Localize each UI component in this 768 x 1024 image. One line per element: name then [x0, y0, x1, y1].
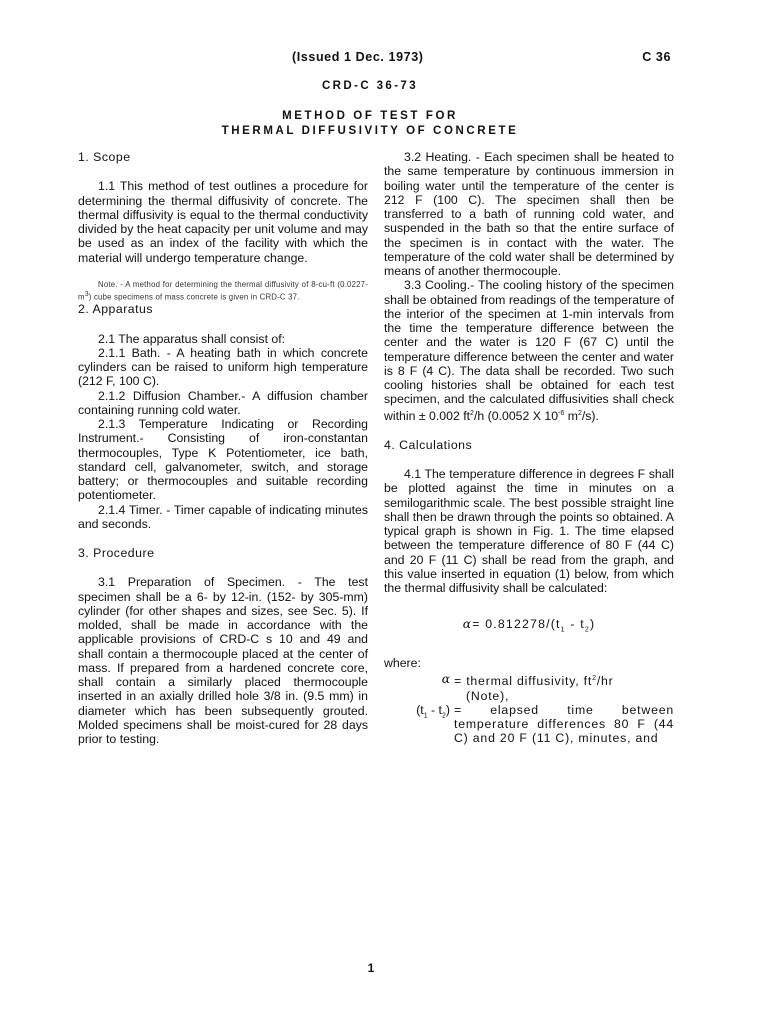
paragraph-2-1: 2.1 The apparatus shall consist of: — [98, 331, 286, 346]
definition-alpha — [384, 672, 674, 703]
definition-elapsed-time — [384, 703, 674, 746]
p3-3-text-c: m — [564, 408, 578, 423]
variable-definitions — [384, 656, 674, 746]
formula-body: = 0.812278/(t — [472, 617, 561, 632]
page-number: 1 — [367, 961, 375, 975]
diffusivity-equation — [384, 617, 674, 638]
formula-mid: - t — [565, 617, 585, 632]
paragraph-2-1-3: 2.1.3 Temperature Indicating or Recording Instrument.- Consisting of iron-constantan thermocouples, Type K Potentiometer, ice bath, standard cell, galvanometer, switch, and storage battery; or thermocouples and suitable recording potentiometer. — [78, 417, 368, 503]
where-label: where: — [384, 656, 421, 671]
formula-sub-2: 2 — [584, 626, 590, 634]
p3-3-text-b: /h (0.0052 X 10 — [473, 408, 559, 423]
def-time-sym-a: (t — [416, 702, 424, 717]
note-text-a: Note. - A method for determining the thermal diffusivity of 8-cu-ft (0.0227-m — [78, 279, 368, 302]
left-column — [78, 150, 368, 746]
p3-3-text-d: /s). — [581, 408, 599, 423]
paragraph-3-3 — [384, 278, 674, 423]
paragraph-1-1: 1.1 This method of test outlines a procedure for determining the thermal diffusivity of concrete. The thermal diffusivity is equal to the thermal conductivity divided by the heat capacity per unit volume and may be used as an index of the facility with which the material will undergo temperature change. — [78, 179, 368, 265]
paragraph-2-1-1: 2.1.1 Bath. - A heating bath in which concrete cylinders can be raised to uniform high temperature (212 F, 100 C). — [78, 345, 368, 389]
def-time-text: = elapsed time between temperature differences 80 F (44 C) and 20 F (11 C), minutes, and — [454, 702, 674, 746]
formula-sub-1: 1 — [560, 626, 566, 634]
note-text-b: ) cube specimens of mass concrete is given in CRD-C 37. — [88, 292, 300, 302]
note-sup: 3 — [84, 290, 89, 298]
paragraph-2-1-2: 2.1.2 Diffusion Chamber.- A diffusion chamber containing running cold water. — [78, 388, 368, 417]
issued-date: (Issued 1 Dec. 1973) — [292, 50, 424, 64]
def-time-sym-b: - t — [427, 702, 442, 717]
title-line-1: METHOD OF TEST FOR — [282, 110, 458, 122]
section-heading-procedure: 3. Procedure — [78, 546, 155, 561]
paragraph-4-1: 4.1 The temperature difference in degrees F shall be plotted against the time in minutes on a semilogarithmic scale. The best possible straight line shall then be drawn through the points so obtained. A typical graph is shown in Fig. 1. The time elapsed between the temperature difference of 80 F (44 C) and 20 F (11 C) shall be read from the graph, and this value inserted in equation (1) below, from which the thermal diffusivity shall be calculated: — [384, 467, 674, 596]
section-heading-scope: 1. Scope — [78, 150, 131, 164]
def-time-sub-1: 1 — [423, 712, 428, 720]
def-alpha-text-b: /hr — [596, 674, 614, 689]
right-column — [384, 150, 674, 746]
crd-designation: CRD-C 36-73 — [321, 80, 419, 92]
section-heading-apparatus: 2. Apparatus — [78, 302, 154, 317]
document-code: C 36 — [642, 50, 671, 64]
def-alpha-symbol: α — [441, 672, 450, 687]
p3-3-sup-3: 2 — [577, 409, 582, 417]
paragraph-2-1-4: 2.1.4 Timer. - Timer capable of indicating minutes and seconds. — [78, 502, 368, 531]
def-alpha-note: (Note), — [466, 688, 510, 703]
p3-3-text-a: 3.3 Cooling.- The cooling history of the specimen shall be obtained from readings of the temperature of the interior of the specimen at 1-min intervals from the time the temperature difference between the center and the water is 120 F (67 C) until the temperature difference between the center and water is 8 F (4 C). The data shall be recorded. Two such cooling histories shall be obtained for each test specimen, and the calculated diffusivities shall check within ± 0.002 ft — [384, 278, 674, 423]
paragraph-3-1: 3.1 Preparation of Specimen. - The test specimen shall be a 6- by 12-in. (152- by 305-mm) cylinder (for other shapes and sizes, see Sec. 5). If molded, shall be made in accordance with the applicable provisions of CRD-C s 10 and 49 and shall contain a thermocouple placed at the center of mass. If prepared from a hardened concrete core, shall contain a similarly placed thermocouple inserted in an axially drilled hole 3/8 in. (9.5 mm) in diameter which has been subsequently grouted. Molded specimens shall be moist-cured for 28 days prior to testing. — [78, 575, 368, 747]
def-alpha-sup: 2 — [592, 675, 597, 683]
def-alpha-text-a: = thermal diffusivity, ft — [454, 674, 593, 689]
def-time-sub-2: 2 — [441, 712, 446, 720]
formula-end: ) — [589, 617, 596, 632]
scope-note — [78, 280, 368, 303]
alpha-symbol: α — [462, 617, 473, 632]
paragraph-3-2: 3.2 Heating. - Each specimen shall be heated to the same temperature by continuous immersion in boiling water until the temperature of the center is 212 F (100 C). The specimen shall then be transferred to a bath of running cold water, and suspended in the bath so that the entire surface of the specimen is in contact with the water. The temperature of the cold water shall be determined by means of another thermocouple. — [384, 150, 674, 278]
section-heading-calculations: 4. Calculations — [384, 437, 473, 452]
title-line-2: THERMAL DIFFUSIVITY OF CONCRETE — [221, 125, 519, 137]
p3-3-sup-1: 2 — [470, 409, 474, 417]
p3-3-sup-2: -6 — [558, 409, 565, 417]
def-time-sym-c: ) — [445, 702, 450, 717]
